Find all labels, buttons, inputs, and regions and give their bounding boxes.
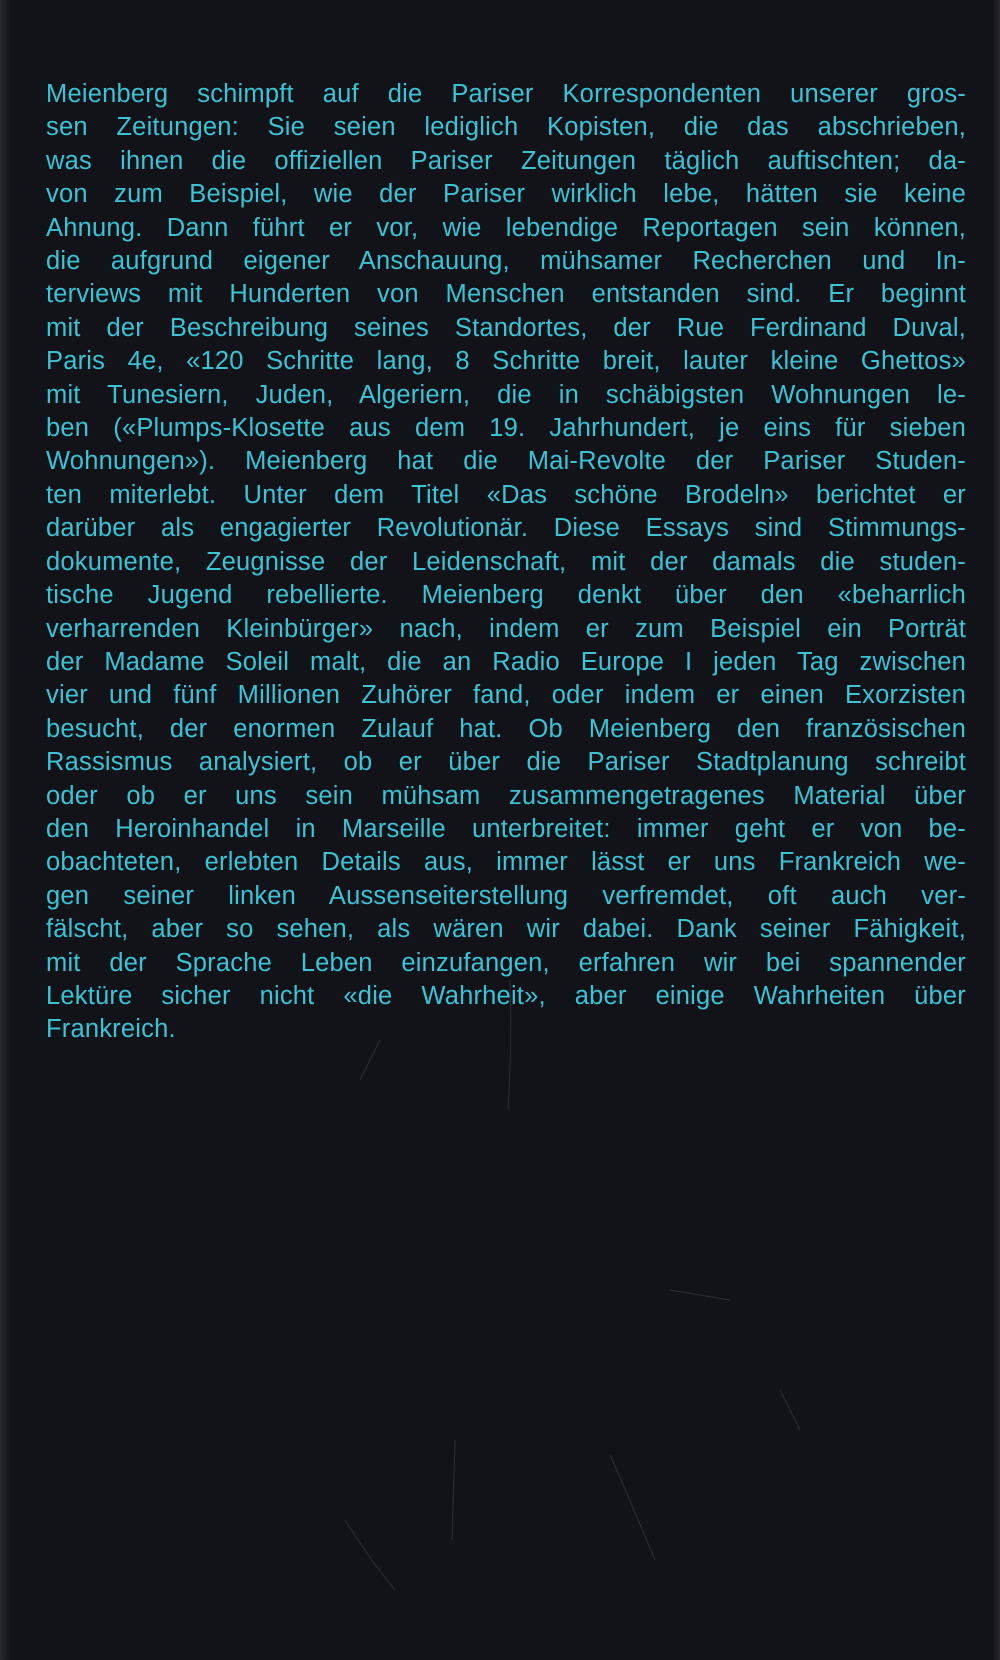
blurb-line: was ihnen die offiziellen Pariser Zeitungen täglich auftischten; da-: [46, 146, 966, 175]
blurb-line: Lektüre sicher nicht «die Wahrheit», aber einige Wahrheiten über: [46, 981, 966, 1010]
blurb-line: tische Jugend rebellierte. Meienberg denkt über den «beharrlich: [46, 581, 966, 610]
blurb-text: [46, 78, 966, 1047]
blurb-line: oder ob er uns sein mühsam zusammengetragenes Material über: [46, 781, 966, 810]
blurb-line: mit Tunesiern, Juden, Algeriern, die in schäbigsten Wohnungen le-: [46, 380, 966, 409]
blurb-line: mit der Sprache Leben einzufangen, erfahren wir bei spannender: [46, 948, 966, 977]
blurb-line: Meienberg schimpft auf die Pariser Korrespondenten unserer gros-: [46, 80, 966, 108]
blurb-line: ten miterlebt. Unter dem Titel «Das schöne Brodeln» berichtet er: [46, 480, 966, 509]
blurb-line: gen seiner linken Aussenseiterstellung verfremdet, oft auch ver-: [46, 881, 966, 910]
blurb-line: Ahnung. Dann führt er vor, wie lebendige Reportagen sein können,: [46, 213, 966, 242]
blurb-line: der Madame Soleil malt, die an Radio Europe I jeden Tag zwischen: [46, 647, 966, 676]
blurb-line: die aufgrund eigener Anschauung, mühsamer Recherchen und In-: [46, 247, 966, 276]
blurb-line: vier und fünf Millionen Zuhörer fand, oder indem er einen Exorzisten: [46, 681, 966, 710]
blurb-line: obachteten, erlebten Details aus, immer lässt er uns Frankreich we-: [46, 848, 966, 877]
blurb-line: ben («Plumps-Klosette aus dem 19. Jahrhundert, je eins für sieben: [46, 414, 966, 443]
blurb-line: Wohnungen»). Meienberg hat die Mai-Revolte der Pariser Studen-: [46, 447, 966, 476]
blurb-line: den Heroinhandel in Marseille unterbreitet: immer geht er von be-: [46, 814, 966, 843]
blurb-line: mit der Beschreibung seines Standortes, der Rue Ferdinand Duval,: [46, 313, 966, 342]
blurb-line: Rassismus analysiert, ob er über die Pariser Stadtplanung schreibt: [46, 748, 966, 777]
blurb-line: Frankreich.: [46, 1015, 176, 1044]
blurb-line: sen Zeitungen: Sie seien lediglich Kopisten, die das abschrieben,: [46, 113, 966, 142]
blurb-line: von zum Beispiel, wie der Pariser wirklich lebe, hätten sie keine: [46, 180, 966, 209]
blurb-line: dokumente, Zeugnisse der Leidenschaft, mit der damals die studen-: [46, 547, 966, 576]
blurb-line: darüber als engagierter Revolutionär. Diese Essays sind Stimmungs-: [46, 514, 966, 543]
blurb-line: Paris 4e, «120 Schritte lang, 8 Schritte breit, lauter kleine Ghettos»: [46, 347, 966, 376]
blurb-line: terviews mit Hunderten von Menschen entstanden sind. Er beginnt: [46, 280, 966, 309]
blurb-line: verharrenden Kleinbürger» nach, indem er zum Beispiel ein Porträt: [46, 614, 966, 643]
blurb-line: besucht, der enormen Zulauf hat. Ob Meienberg den französischen: [46, 714, 966, 743]
blurb-line: fälscht, aber so sehen, als wären wir dabei. Dank seiner Fähigkeit,: [46, 915, 966, 944]
